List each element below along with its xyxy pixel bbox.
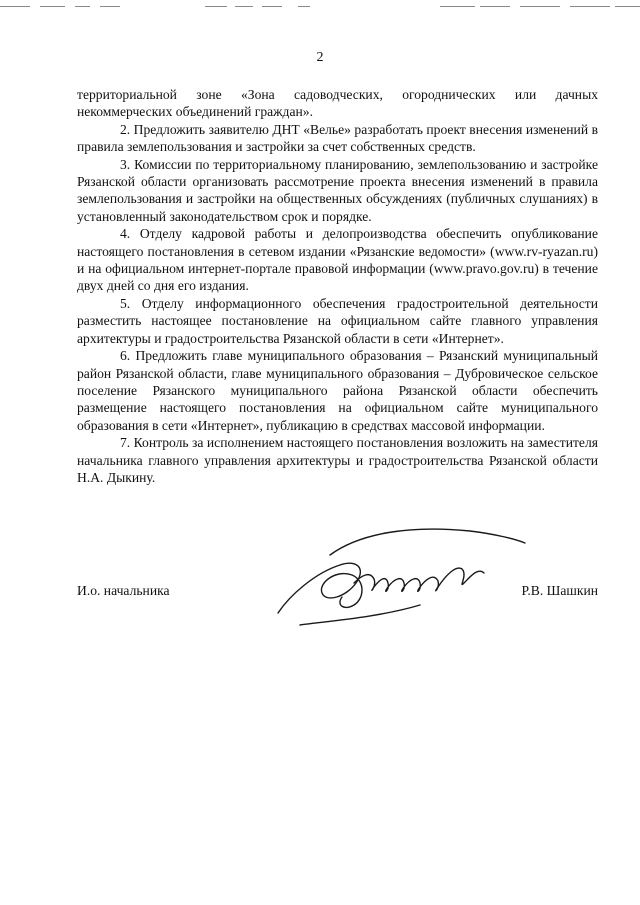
paragraph-item-7: 7. Контроль за исполнением настоящего постановления возложить на заместителя начальника главного управления архитектуры и градостроительства Рязанской области Н.А. Дыкину. (77, 435, 598, 485)
handwritten-signature (270, 525, 530, 635)
paragraph-item-3: 3. Комиссии по территориальному планированию, землепользованию и застройке Рязанской области организовать рассмотрение проекта внесения изменений в правила землепользования и застройки на общественных обсуждениях (публичных слушаниях) в установленный законодательством срок и порядке. (77, 156, 598, 224)
paragraph-item-5: 5. Отделу информационного обеспечения градостроительной деятельности разместить настоящее постановление на официальном сайте главного управления архитектуры и градостроительства Рязанской области в сети «Интернет». (77, 295, 598, 346)
paragraph-item-6: 6. Предложить главе муниципального образования – Рязанский муниципальный район Рязанской области, главе муниципального образования – Дубровическое сельское поселение Рязанского муниципального района Рязанской области обеспечить размещение настоящего постановления на официальном сайте муниципального образования в сети «Интернет», публикацию в средствах массовой информации. (77, 348, 598, 433)
signatory-name: Р.В. Шашкин (521, 583, 598, 598)
scan-artifact-line (0, 6, 640, 8)
signatory-position: И.о. начальника (77, 583, 170, 598)
document-body (77, 86, 598, 486)
paragraph-item-2: 2. Предложить заявителю ДНТ «Велье» разработать проект внесения изменений в правила землепользования и застройки за счет собственных средств. (77, 121, 598, 155)
paragraph-continuation: территориальной зоне «Зона садоводческих, огороднических или дачных некоммерческих объединений граждан». (77, 87, 598, 120)
page-number: 2 (316, 50, 324, 65)
paragraph-item-4: 4. Отделу кадровой работы и делопроизводства обеспечить опубликование настоящего постановления в сетевом издании «Рязанские ведомости» (www.rv-ryazan.ru) и на официальном интернет-портале правовой информации (www.pravo.gov.ru) в течение двух дней со дня его издания. (77, 226, 598, 294)
